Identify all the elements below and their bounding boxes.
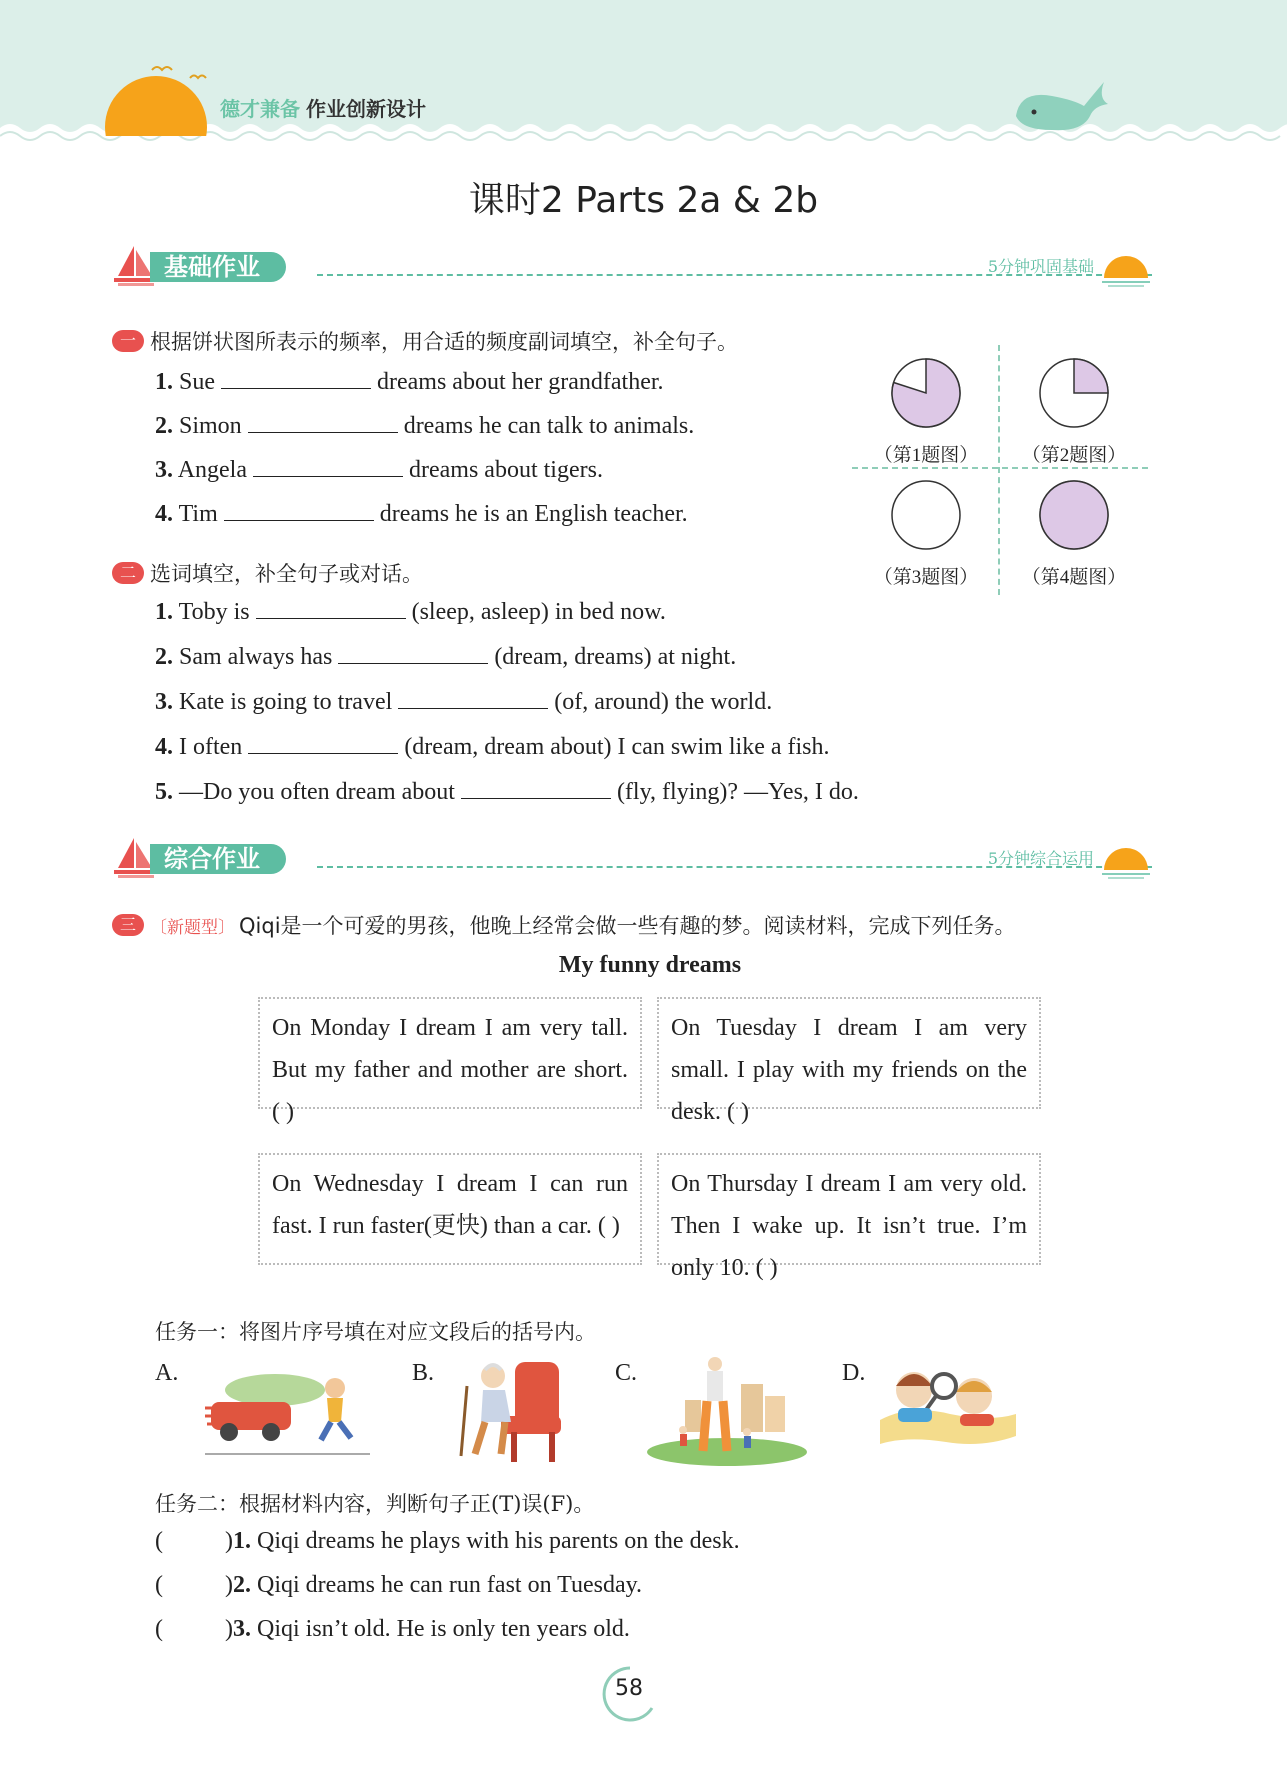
answer-blank[interactable] <box>248 731 398 754</box>
pie-chart-grid <box>852 345 1148 595</box>
q1-item <box>155 410 694 440</box>
brand <box>220 93 426 122</box>
pie-chart <box>888 477 964 553</box>
pie-label: （第4题图） <box>1021 567 1127 588</box>
q2-item <box>155 641 736 671</box>
q1-item <box>155 366 664 396</box>
small-sun-icon <box>1100 244 1152 288</box>
page-number: 58 <box>615 1676 643 1701</box>
tf-item-text: Qiqi isn’t old. He is only ten years old. <box>257 1616 630 1642</box>
q1-number: 一 <box>112 330 144 352</box>
section-basic-title: 基础作业 <box>150 252 286 282</box>
q1-item-number: 2. <box>155 413 173 439</box>
picture-label: C. <box>615 1360 638 1386</box>
story-paragraph: On Thursday I dream I am very old. Then I wake up. It isn’t true. I’m only 10. ( ) <box>657 1153 1041 1265</box>
answer-blank[interactable] <box>224 498 374 521</box>
pie-chart <box>1036 477 1112 553</box>
task1-instruction: 任务一：将图片序号填在对应文段后的括号内。 <box>155 1320 596 1344</box>
q2-item-before: I often <box>179 734 243 760</box>
pie-slice <box>1074 359 1108 393</box>
section-comprehensive-note: 5分钟综合运用 <box>987 849 1094 868</box>
brand-part-a: 德才兼备 <box>220 97 300 121</box>
q1-item-after: dreams about her grandfather. <box>377 369 664 395</box>
picture-label: A. <box>155 1360 179 1386</box>
picture-old-man-chair <box>445 1356 570 1468</box>
q2-item-before: Sam always has <box>179 644 333 670</box>
picture-label: D. <box>842 1360 866 1386</box>
q2-item-before: Toby is <box>178 599 250 625</box>
pie-cell <box>1000 477 1148 589</box>
story-paragraph: On Wednesday I dream I can run fast. I run faster(更快) than a car. ( ) <box>258 1153 642 1265</box>
tf-item-number: 2. <box>233 1572 251 1598</box>
tf-bracket-open: ( <box>155 1572 163 1598</box>
tf-item <box>155 1528 740 1555</box>
pie-cell <box>852 477 1000 589</box>
q3-number: 三 <box>112 914 144 936</box>
q1-item-before: Sue <box>179 369 215 395</box>
q2-item <box>155 596 666 626</box>
pie-outline <box>892 481 960 549</box>
answer-blank[interactable] <box>338 641 488 664</box>
q1-item-number: 4. <box>155 501 173 527</box>
tf-item-text: Qiqi dreams he can run fast on Tuesday. <box>257 1572 643 1598</box>
tf-item <box>155 1572 642 1599</box>
pie-label: （第2题图） <box>1021 445 1127 466</box>
story-paragraph: On Tuesday I dream I am very small. I play with my friends on the desk. ( ) <box>657 997 1041 1109</box>
answer-blank[interactable] <box>221 366 371 389</box>
sun-logo-icon <box>105 76 207 136</box>
q2-item <box>155 776 859 806</box>
section-comprehensive-title: 综合作业 <box>150 844 286 874</box>
pie-chart <box>1036 355 1112 431</box>
pie-divider-horizontal <box>852 467 1148 469</box>
answer-blank[interactable] <box>253 454 403 477</box>
q2-item-number: 3. <box>155 689 173 715</box>
q3-instruction: Qiqi是一个可爱的男孩，他晚上经常会做一些有趣的梦。阅读材料，完成下列任务。 <box>239 914 1016 938</box>
q2-item-number: 5. <box>155 779 173 805</box>
story-title: My funny dreams <box>558 952 742 978</box>
q2-item-after: (dream, dreams) at night. <box>494 644 737 670</box>
section-comprehensive <box>112 836 1152 880</box>
answer-blank[interactable] <box>461 776 611 799</box>
q1-item-before: Tim <box>178 501 218 527</box>
story-paragraph: On Monday I dream I am very tall. But my father and mother are short. ( ) <box>258 997 642 1109</box>
tf-bracket-close: ) <box>225 1616 233 1642</box>
q1-item-after: dreams about tigers. <box>409 457 603 483</box>
whale-icon <box>1012 76 1112 136</box>
q2-instruction: 选词填空，补全句子或对话。 <box>150 562 423 586</box>
answer-blank[interactable] <box>248 410 398 433</box>
q2-item-after: (sleep, asleep) in bed now. <box>411 599 666 625</box>
pie-label: （第1题图） <box>873 445 979 466</box>
q1-item <box>155 454 603 484</box>
q1-item-number: 1. <box>155 369 173 395</box>
q2-item-number: 2. <box>155 644 173 670</box>
q1-item-before: Angela <box>177 457 247 483</box>
tf-bracket-close: ) <box>225 1528 233 1554</box>
q2-item <box>155 686 772 716</box>
tf-bracket-close: ) <box>225 1572 233 1598</box>
tf-bracket-open: ( <box>155 1616 163 1642</box>
tf-item-text: Qiqi dreams he plays with his parents on the desk. <box>257 1528 740 1554</box>
tf-item-number: 3. <box>233 1616 251 1642</box>
section-basic <box>112 244 1152 288</box>
task2-instruction: 任务二：根据材料内容，判断句子正(T)误(F)。 <box>155 1492 595 1516</box>
q2-item-number: 4. <box>155 734 173 760</box>
q1-item-after: dreams he can talk to animals. <box>403 413 695 439</box>
q1-item <box>155 498 688 528</box>
q3-tag: 〔新题型〕 <box>150 917 235 938</box>
picture-label: B. <box>412 1360 435 1386</box>
pie-cell <box>1000 355 1148 467</box>
tf-item <box>155 1616 630 1643</box>
birds-icon <box>150 60 210 84</box>
q1-item-number: 3. <box>155 457 173 483</box>
q2-heading <box>112 558 423 588</box>
section-basic-note: 5分钟巩固基础 <box>987 257 1094 276</box>
brand-part-b: 作业创新设计 <box>306 97 426 121</box>
q2-item-number: 1. <box>155 599 173 625</box>
picture-kids-magnifier <box>878 1360 1018 1452</box>
q1-item-after: dreams he is an English teacher. <box>379 501 688 527</box>
q2-item-after: (dream, dream about) I can swim like a fish. <box>404 734 830 760</box>
picture-tall-man-small-parents <box>645 1356 810 1466</box>
answer-blank[interactable] <box>256 596 406 619</box>
q1-heading <box>112 326 738 356</box>
q3-heading <box>112 910 1016 940</box>
q2-item-before: Kate is going to travel <box>179 689 393 715</box>
q2-item-after: (of, around) the world. <box>554 689 773 715</box>
pie-slice <box>1040 481 1108 549</box>
q1-instruction: 根据饼状图所表示的频率，用合适的频度副词填空，补全句子。 <box>150 330 738 354</box>
small-sun-icon <box>1100 836 1152 880</box>
q1-item-before: Simon <box>179 413 242 439</box>
pie-cell <box>852 355 1000 467</box>
pie-label: （第3题图） <box>873 567 979 588</box>
picture-boy-racing-car <box>205 1360 375 1460</box>
lesson-title: 课时2 Parts 2a & 2b <box>468 180 819 221</box>
q2-number: 二 <box>112 562 144 584</box>
pie-chart <box>888 355 964 431</box>
q2-item-before: —Do you often dream about <box>179 779 455 805</box>
tf-item-number: 1. <box>233 1528 251 1554</box>
tf-bracket-open: ( <box>155 1528 163 1554</box>
q2-item-after: (fly, flying)? —Yes, I do. <box>616 779 859 805</box>
q2-item <box>155 731 830 761</box>
answer-blank[interactable] <box>398 686 548 709</box>
